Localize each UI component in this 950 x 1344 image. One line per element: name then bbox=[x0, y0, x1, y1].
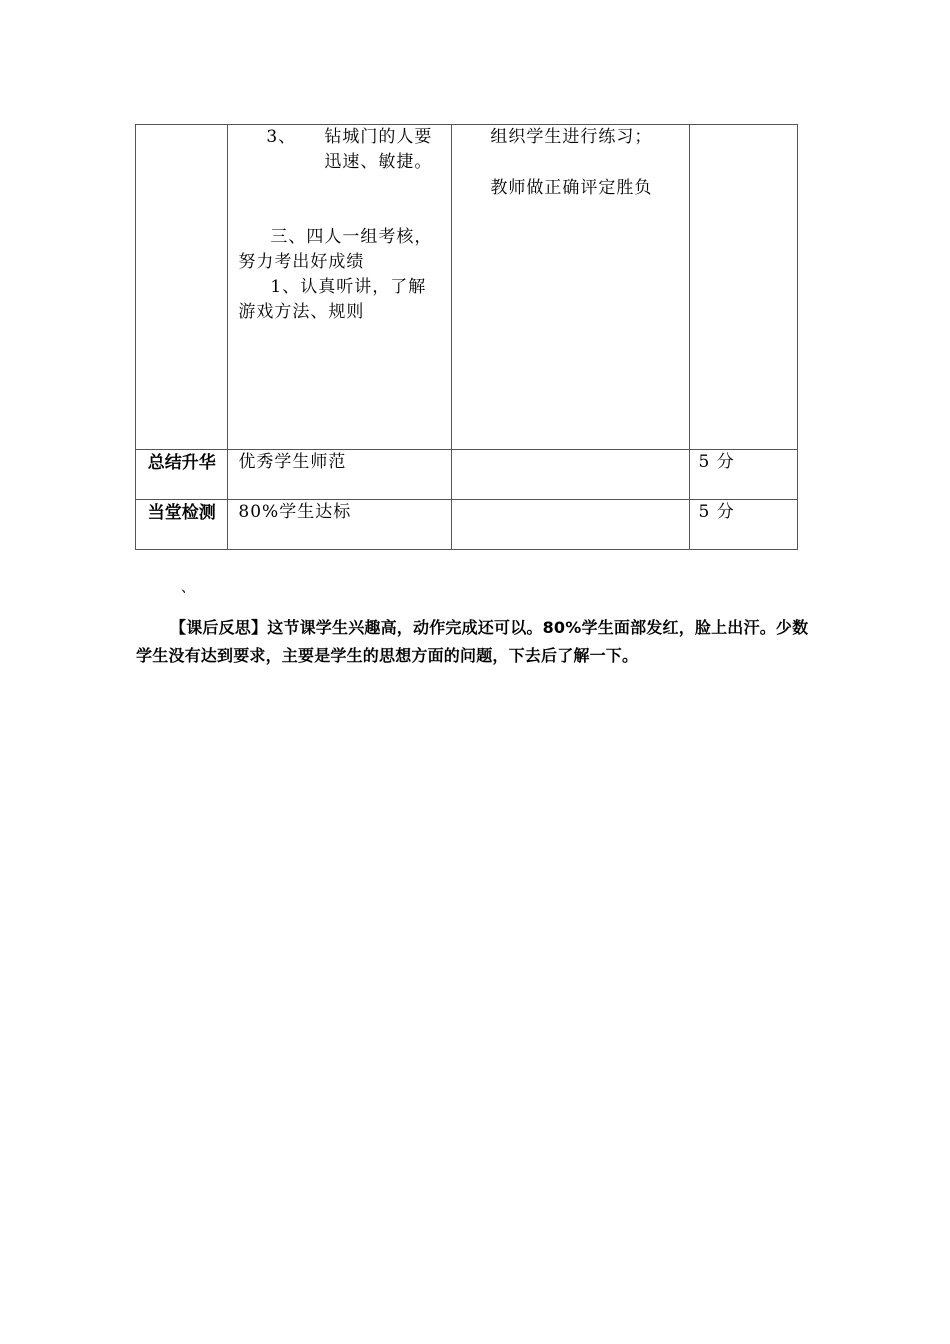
lesson-plan-table bbox=[135, 124, 798, 550]
stray-comma-mark: 、 bbox=[181, 580, 195, 596]
student-item-3 bbox=[228, 125, 451, 150]
table-row bbox=[136, 450, 798, 500]
item-number: 3、 bbox=[266, 127, 297, 147]
student-activity-cell bbox=[228, 450, 452, 500]
time-cell bbox=[690, 125, 798, 450]
student-item-1: 1、认真听讲，了解游戏方法、规则 bbox=[238, 277, 427, 322]
teacher-line-1: 组织学生进行练习； bbox=[490, 127, 653, 147]
spacer bbox=[228, 175, 451, 225]
stage-cell bbox=[136, 500, 228, 550]
stage-label: 总结升华 bbox=[147, 453, 216, 473]
stage-label bbox=[136, 125, 227, 126]
teacher-activity-cell bbox=[452, 125, 690, 450]
student-section-3: 三、四人一组考核，努力考出好成绩 bbox=[238, 227, 433, 272]
item-text: 钻城门的人要 bbox=[324, 127, 433, 147]
reflection-paragraph bbox=[136, 614, 812, 670]
stage-cell bbox=[136, 125, 228, 450]
spacer bbox=[452, 150, 689, 176]
time-cell bbox=[690, 500, 798, 550]
student-text: 优秀学生师范 bbox=[238, 452, 347, 472]
teacher-activity-cell bbox=[452, 500, 690, 550]
time-text: 5 分 bbox=[698, 452, 735, 472]
teacher-activity-cell bbox=[452, 450, 690, 500]
table-row bbox=[136, 125, 798, 450]
reflection-heading: 【课后反思】 bbox=[170, 618, 268, 637]
time-text: 5 分 bbox=[698, 502, 735, 522]
teacher-line-2: 教师做正确评定胜负 bbox=[490, 178, 653, 198]
student-activity-cell bbox=[228, 125, 452, 450]
reflection-text: 这节课学生兴趣高，动作完成还可以。80%学生面部发红，脸上出汗。少数学生没有达到要求，主要是学生的思想方面的问题，下去后了解一下。 bbox=[136, 618, 809, 665]
student-text: 80%学生达标 bbox=[238, 502, 352, 522]
time-cell bbox=[690, 450, 798, 500]
table-row bbox=[136, 500, 798, 550]
student-item-3-continued: 迅速、敏捷。 bbox=[324, 152, 433, 172]
stage-cell bbox=[136, 450, 228, 500]
student-activity-cell bbox=[228, 500, 452, 550]
stage-label: 当堂检测 bbox=[147, 503, 216, 523]
